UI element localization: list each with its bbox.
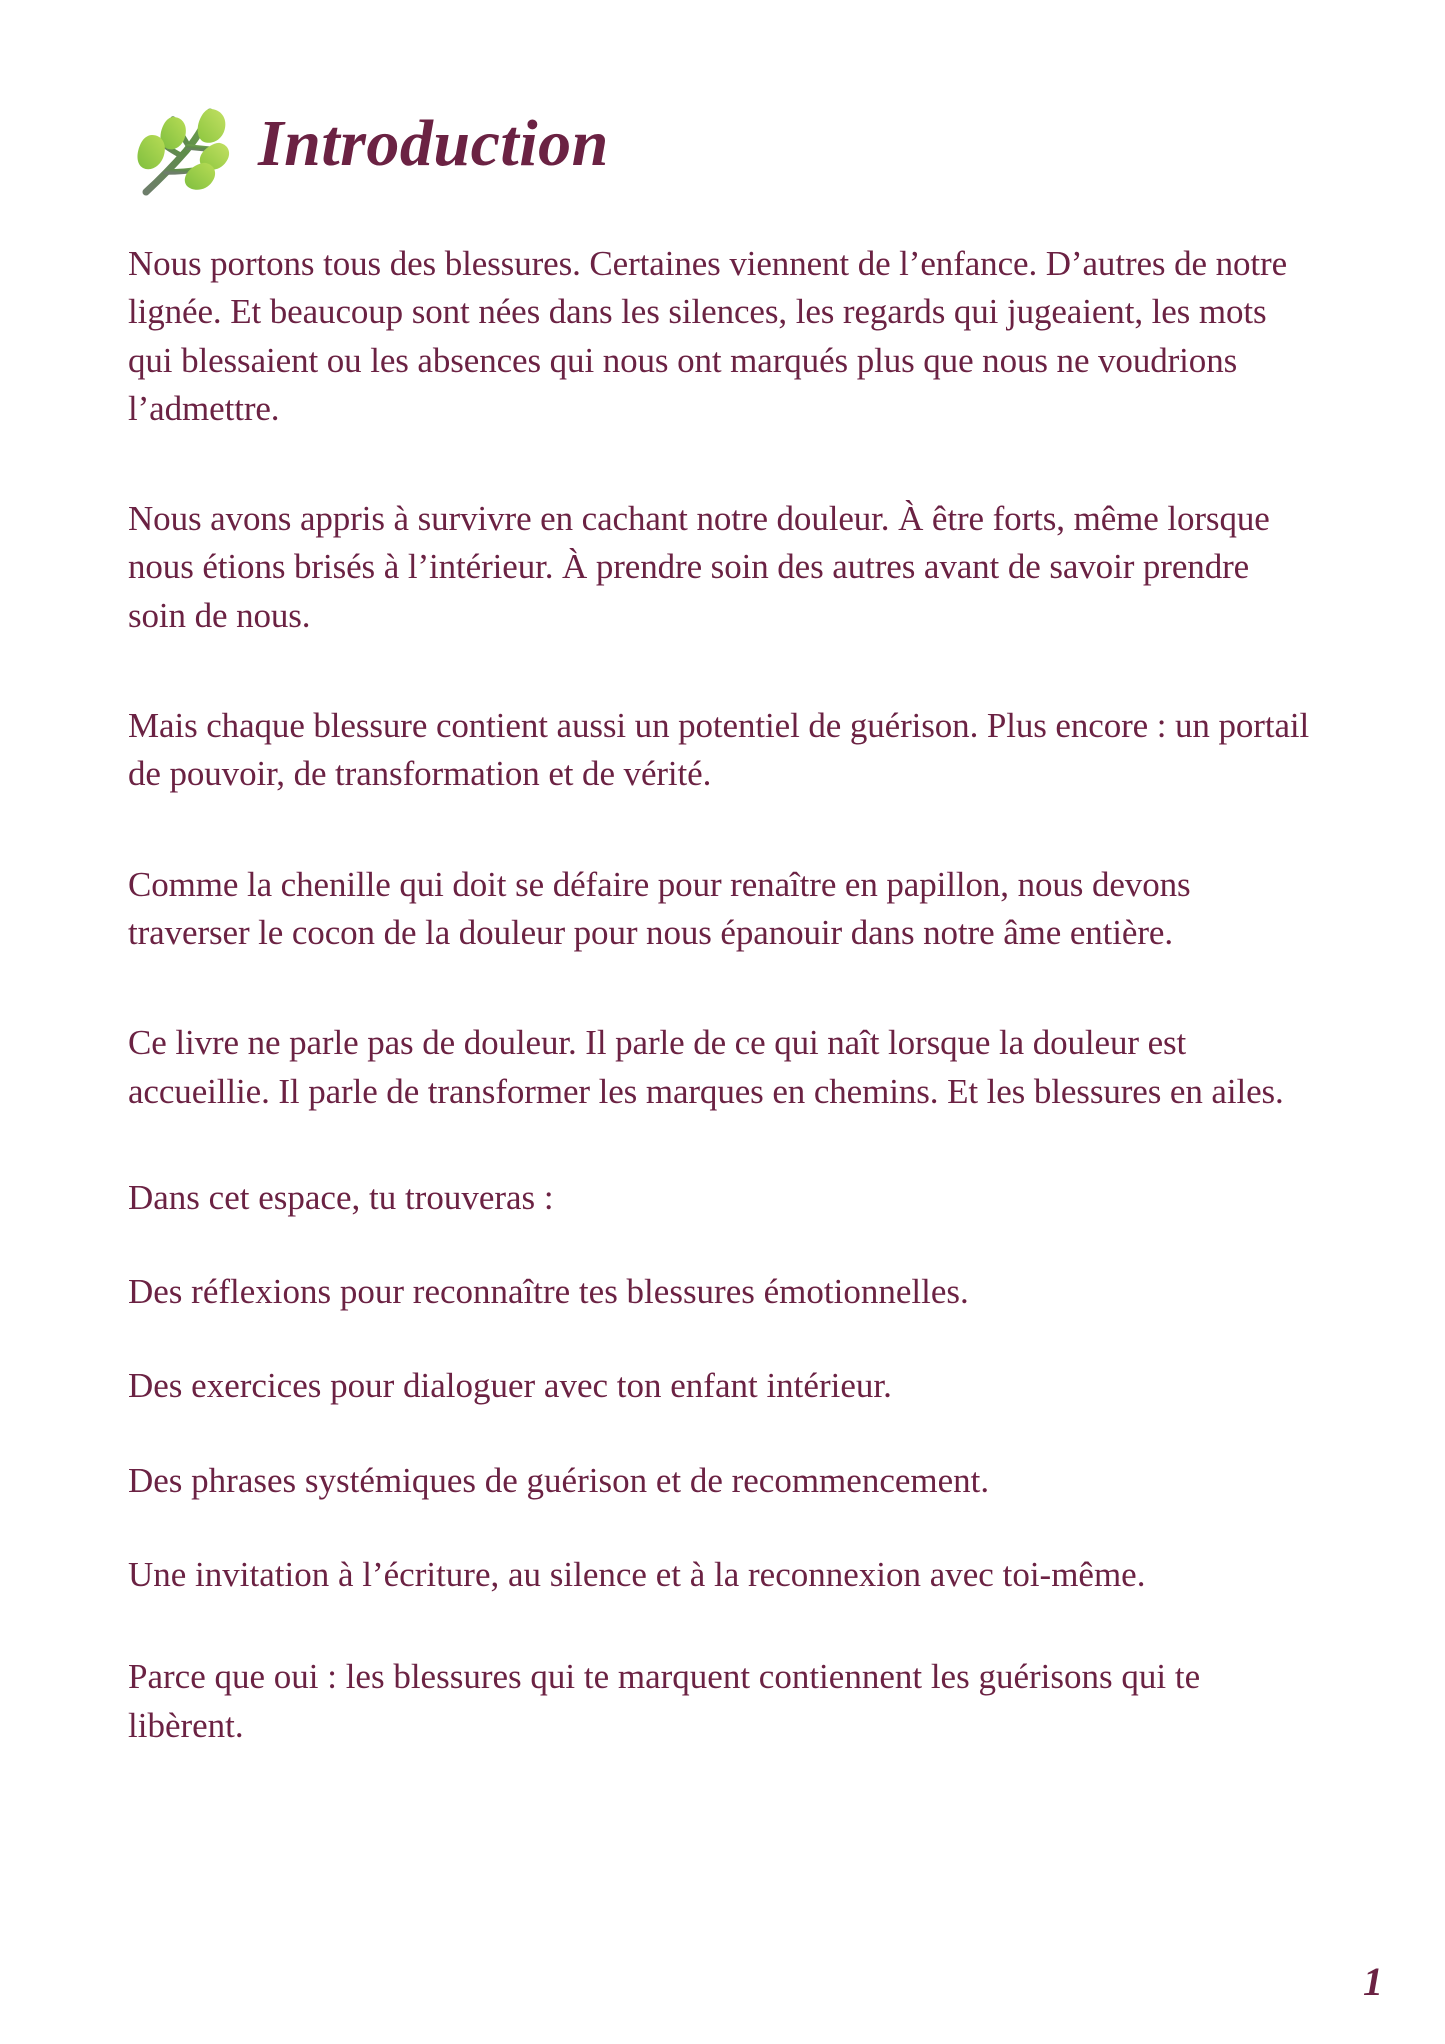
list-intro: Dans cet espace, tu trouveras : xyxy=(128,1177,554,1217)
closing-paragraph: Parce que oui : les blessures qui te marquent contiennent les guérisons qui te libèrent. xyxy=(128,1657,1201,1745)
offerings-list xyxy=(128,1174,1313,1599)
list-item: Des phrases systémiques de guérison et de recommencement. xyxy=(128,1460,990,1500)
leaf-branch-icon xyxy=(128,95,236,199)
paragraph-3: Mais chaque blessure contient aussi un potentiel de guérison. Plus encore : un portail de pouvoir, de transformation et de vérité. xyxy=(128,706,1310,794)
page-header xyxy=(128,95,609,199)
list-item: Des réflexions pour reconnaître tes blessures émotionnelles. xyxy=(128,1272,969,1312)
page-number: 1 xyxy=(1363,1959,1383,2004)
paragraph-2: Nous avons appris à survivre en cachant notre douleur. À être forts, même lorsque nous étions brisés à l’intérieur. À prendre soin des autres avant de savoir prendre soin de nous. xyxy=(128,499,1270,635)
page-content xyxy=(128,240,1313,1750)
paragraph-5: Ce livre ne parle pas de douleur. Il parle de ce qui naît lorsque la douleur est accueillie. Il parle de transformer les marques en chemins. Et les blessures en ailes. xyxy=(128,1023,1284,1111)
paragraph-1: Nous portons tous des blessures. Certaines viennent de l’enfance. D’autres de notre lignée. Et beaucoup sont nées dans les silences, les regards qui jugeaient, les mots qui blessaient ou les absences qui nous ont marqués plus que nous ne voudrions l’admettre. xyxy=(128,244,1288,428)
list-item: Une invitation à l’écriture, au silence et à la reconnexion avec toi-même. xyxy=(128,1555,1146,1595)
list-item: Des exercices pour dialoguer avec ton enfant intérieur. xyxy=(128,1366,892,1406)
page-title: Introduction xyxy=(258,107,609,180)
paragraph-4: Comme la chenille qui doit se défaire pour renaître en papillon, nous devons traverser le cocon de la douleur pour nous épanouir dans notre âme entière. xyxy=(128,864,1191,952)
